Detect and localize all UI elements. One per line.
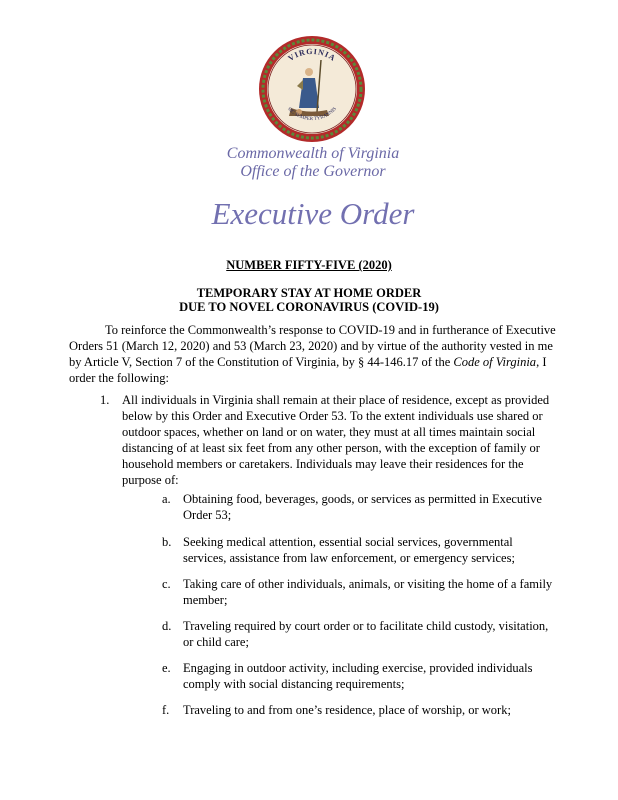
intro-paragraph bbox=[69, 322, 559, 386]
sub-list-item-label: f. bbox=[162, 703, 170, 717]
seal-top-text: VIRGINIA bbox=[286, 46, 338, 64]
sub-list-item-label: a. bbox=[162, 492, 171, 506]
seal-motto: SIC SEMPER TYRANNIS bbox=[286, 106, 338, 123]
sub-list-item-label: c. bbox=[162, 577, 171, 591]
sub-list-item-text: Traveling required by court order or to facilitate child custody, visitation, or child care; bbox=[183, 619, 549, 649]
sub-list-item-text: Taking care of other individuals, animals, or visiting the home of a family member; bbox=[183, 577, 553, 607]
office-name-line2: Office of the Governor bbox=[240, 163, 386, 180]
intro-text-italic: Code of Virginia bbox=[453, 355, 537, 369]
sub-list-item-label: d. bbox=[162, 619, 172, 633]
list-item bbox=[100, 392, 554, 488]
order-subject-line1: TEMPORARY STAY AT HOME ORDER bbox=[196, 286, 422, 300]
sub-list-item bbox=[162, 702, 555, 718]
list-item-number: 1. bbox=[100, 393, 110, 407]
intro-text-start: To reinforce the Commonwealth’s response to COVID-19 and in furtherance of Executive Orders 51 (March 12, 2020) and 53 (March 23, 2020) and by virtue of the authority vested in me by Article V, Section 7 of the Constitution of Virginia, by § 44-146.17 of the bbox=[69, 323, 556, 369]
sub-list-item-label: e. bbox=[162, 661, 171, 675]
sub-list-item bbox=[162, 618, 555, 650]
document-type-title: Executive Order bbox=[211, 196, 415, 231]
sub-list-item bbox=[162, 491, 555, 523]
office-name-line1: Commonwealth of Virginia bbox=[226, 145, 400, 162]
list-item-text: All individuals in Virginia shall remain at their place of residence, except as provided below by this Order and Executive Order 53. To the extent individuals use shared or outdoor spaces, whether on land or on water, they must at all times maintain social distancing of at least six feet from any other person, with the exception of family or household members or caretakers. Individuals may leave their residences for the purpose of: bbox=[122, 393, 550, 487]
order-number: NUMBER FIFTY-FIVE (2020) bbox=[226, 258, 392, 272]
sub-list-item bbox=[162, 660, 555, 692]
sub-list-item-label: b. bbox=[162, 535, 172, 549]
virginia-state-seal bbox=[257, 34, 367, 144]
sub-list-item-text: Seeking medical attention, essential social services, governmental services, assistance from law enforcement, or emergency services; bbox=[183, 535, 515, 565]
order-subject-line2: DUE TO NOVEL CORONAVIRUS (COVID-19) bbox=[179, 300, 439, 314]
sub-list-item bbox=[162, 534, 555, 566]
intro-text-end: , I order the following: bbox=[69, 355, 547, 385]
sub-list-item-text: Traveling to and from one’s residence, place of worship, or work; bbox=[183, 703, 511, 717]
sub-list-item-text: Engaging in outdoor activity, including exercise, provided individuals comply with social distancing requirements; bbox=[183, 661, 533, 691]
sub-list-item-text: Obtaining food, beverages, goods, or services as permitted in Executive Order 53; bbox=[183, 492, 542, 522]
sub-list-item bbox=[162, 576, 555, 608]
